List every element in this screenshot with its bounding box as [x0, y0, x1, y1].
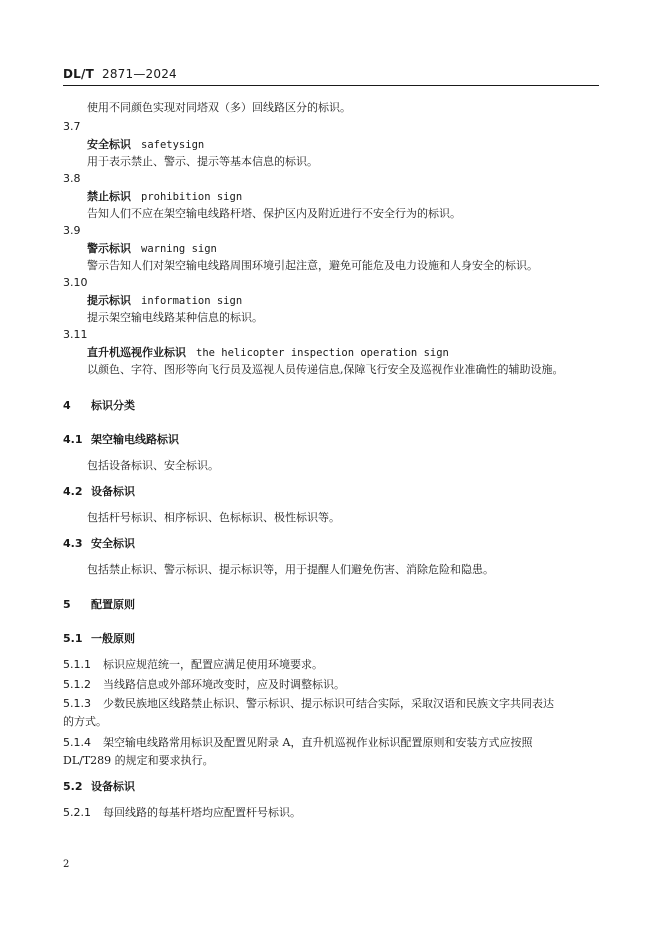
definition-text: 用于表示禁止、警示、提示等基本信息的标识。 [87, 155, 318, 168]
term-line [87, 294, 242, 308]
definition-text: 告知人们不应在架空输电线路杆塔、保护区内及附近进行不安全行为的标识。 [87, 207, 461, 220]
subsection-title: 设备标识 [91, 485, 135, 498]
term-cn: 安全标识 [87, 138, 131, 151]
term-en: the helicopter inspection operation sign [196, 347, 449, 359]
term-cn: 直升机巡视作业标识 [87, 346, 186, 359]
page-number: 2 [63, 859, 70, 870]
term-en: information sign [141, 295, 243, 307]
clause-number: 5.1.4 [63, 736, 91, 749]
clause-paragraph [63, 736, 532, 750]
clause-text: 少数民族地区线路禁止标识、警示标识、提示标识可结合实际，采取汉语和民族文字共同表达 [103, 697, 554, 710]
term-en: prohibition sign [141, 191, 243, 203]
clause-paragraph [63, 697, 554, 711]
section-title: 标识分类 [91, 399, 135, 412]
clause-paragraph [63, 678, 345, 692]
section-title: 配置原则 [91, 598, 135, 611]
paragraph-text: 包括杆号标识、相序标识、色标标识、极性标识等。 [87, 511, 340, 524]
paragraph-text: 包括设备标识、安全标识。 [87, 459, 219, 472]
term-line [87, 138, 204, 152]
definition-text: 以颜色、字符、图形等向飞行员及巡视人员传递信息,保障飞行安全及巡视作业准确性的辅助设施。 [87, 363, 564, 376]
section-number: 4 [63, 399, 71, 412]
clause-number: 3.7 [63, 120, 81, 133]
term-line [87, 190, 242, 204]
term-cn: 提示标识 [87, 294, 131, 307]
section-heading [63, 598, 135, 612]
term-cn: 警示标识 [87, 242, 131, 255]
subsection-number: 4.1 [63, 433, 83, 446]
clause-number: 3.8 [63, 172, 81, 185]
definition-text: 警示告知人们对架空输电线路周围环境引起注意，避免可能危及电力设施和人身安全的标识。 [87, 259, 538, 272]
subsection-number: 5.2 [63, 780, 83, 793]
subsection-heading [63, 433, 179, 447]
clause-text: 当线路信息或外部环境改变时，应及时调整标识。 [103, 678, 345, 691]
clause-text: 每回线路的每基杆塔均应配置杆号标识。 [103, 806, 301, 819]
definition-text: 使用不同颜色实现对同塔双（多）回线路区分的标识。 [87, 101, 351, 114]
clause-number: 5.1.1 [63, 658, 91, 671]
clause-text: 架空输电线路常用标识及配置见附录 A，直升机巡视作业标识配置原则和安装方式应按照 [103, 736, 533, 749]
clause-paragraph [63, 658, 323, 672]
term-cn: 禁止标识 [87, 190, 131, 203]
subsection-heading [63, 632, 135, 646]
definition-text: 提示架空输电线路某种信息的标识。 [87, 311, 263, 324]
clause-number: 3.9 [63, 224, 81, 237]
header-divider [63, 85, 599, 86]
clause-text: 标识应规范统一，配置应满足使用环境要求。 [103, 658, 323, 671]
standard-header [63, 67, 177, 81]
subsection-heading [63, 537, 135, 551]
section-number: 5 [63, 598, 71, 611]
clause-number: 5.1.2 [63, 678, 91, 691]
term-en: warning sign [141, 243, 217, 255]
subsection-title: 安全标识 [91, 537, 135, 550]
subsection-heading [63, 485, 135, 499]
section-heading [63, 399, 135, 413]
subsection-title: 架空输电线路标识 [91, 433, 179, 446]
subsection-title: 一般原则 [91, 632, 135, 645]
subsection-heading [63, 780, 135, 794]
subsection-number: 4.2 [63, 485, 83, 498]
clause-number: 3.11 [63, 328, 88, 341]
subsection-number: 5.1 [63, 632, 83, 645]
term-line [87, 346, 449, 360]
term-en: safetysign [141, 139, 205, 151]
clause-number: 5.2.1 [63, 806, 91, 819]
clause-text-continued: DL/T289 的规定和要求执行。 [63, 754, 214, 767]
clause-paragraph [63, 806, 301, 820]
clause-number: 3.10 [63, 276, 88, 289]
subsection-title: 设备标识 [91, 780, 135, 793]
clause-text-continued: 的方式。 [63, 715, 107, 728]
subsection-number: 4.3 [63, 537, 83, 550]
standard-code: DL/T [63, 67, 94, 81]
standard-number: 2871—2024 [101, 67, 177, 81]
paragraph-text: 包括禁止标识、警示标识、提示标识等，用于提醒人们避免伤害、消除危险和隐患。 [87, 563, 494, 576]
term-line [87, 242, 217, 256]
clause-number: 5.1.3 [63, 697, 91, 710]
